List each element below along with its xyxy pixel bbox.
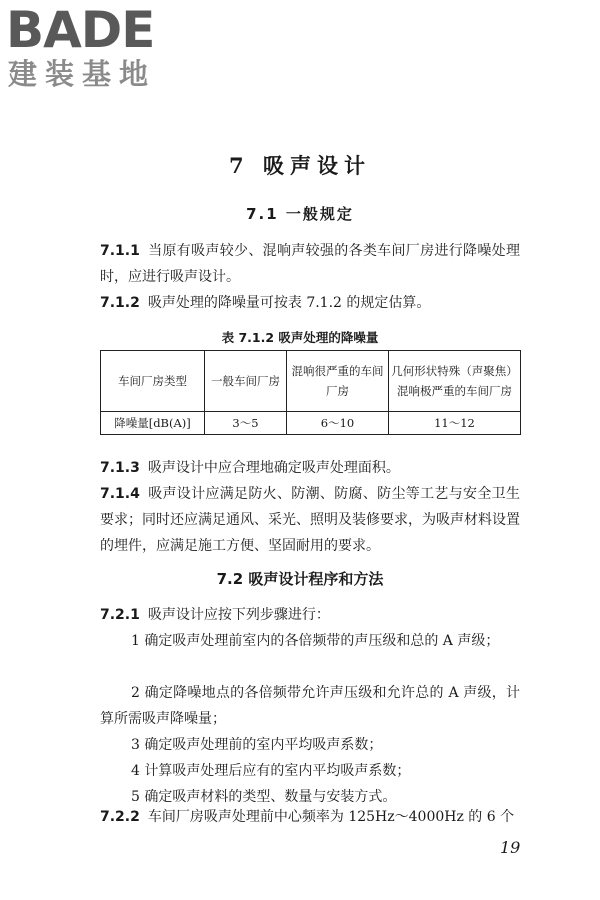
clause-7-1-1	[100, 238, 520, 290]
table-caption: 表 7.1.2 吸声处理的降噪量	[221, 330, 379, 345]
table-cell: 降噪量[dB(A)]	[101, 412, 205, 435]
clause-7-1-2	[100, 290, 520, 316]
clause-7-2-1	[100, 602, 520, 628]
step-1: 1 确定吸声处理前室内的各倍频带的声压级和总的 A 声级；	[131, 633, 500, 649]
table-header-cell: 混响很严重的车间厂房	[287, 351, 389, 412]
clause-number: 7.1.1	[100, 243, 140, 259]
clause-7-1-4	[100, 481, 520, 559]
table-header-cell: 几何形状特殊（声聚焦）混响极严重的车间厂房	[389, 351, 521, 412]
clause-number: 7.2.2	[100, 809, 140, 825]
table-row	[101, 412, 521, 435]
step-3: 3 确定吸声处理前的室内平均吸声系数；	[131, 737, 383, 753]
table-header-row	[101, 351, 521, 412]
step-4: 4 计算吸声处理后应有的室内平均吸声系数；	[131, 763, 411, 779]
clause-text: 吸声设计应按下列步骤进行：	[147, 607, 330, 623]
noise-reduction-table	[100, 350, 521, 435]
table-cell: 6～10	[287, 412, 389, 435]
clause-7-1-3	[100, 455, 520, 481]
section-title-7-1: 7.1 一般规定	[246, 205, 354, 223]
clause-number: 7.2.1	[100, 607, 140, 623]
table-header-cell: 一般车间厂房	[205, 351, 287, 412]
step-2: 2 确定降噪地点的各倍频带允许声压级和允许总的 A 声级，计算所需吸声降噪量；	[100, 685, 520, 727]
table-cell: 11～12	[389, 412, 521, 435]
clause-text: 吸声设计应满足防火、防潮、防腐、防尘等工艺与安全卫生要求；同时还应满足通风、采光、照明及装修要求，为吸声材料设置的埋件，应满足施工方便、坚固耐用的要求。	[100, 486, 520, 554]
logo-text-cn: 建装基地	[8, 57, 157, 91]
clause-number: 7.1.4	[100, 486, 140, 502]
table-header-cell: 车间厂房类型	[101, 351, 205, 412]
chapter-title: 7 吸声设计	[229, 153, 371, 178]
clause-text: 吸声处理的降噪量可按表 7.1.2 的规定估算。	[147, 295, 431, 311]
clause-7-2-2	[100, 804, 520, 830]
table-cell: 3～5	[205, 412, 287, 435]
logo-text-en: BADE	[6, 1, 155, 59]
page-number: 19	[500, 838, 521, 857]
clause-text: 当原有吸声较少、混响声较强的各类车间厂房进行降噪处理时，应进行吸声设计。	[100, 243, 520, 285]
clause-text: 车间厂房吸声处理前中心频率为 125Hz～4000Hz 的 6 个	[147, 809, 515, 825]
section-title-7-2: 7.2 吸声设计程序和方法	[216, 570, 384, 588]
clause-number: 7.1.2	[100, 295, 140, 311]
logo	[6, 1, 157, 91]
step-5: 5 确定吸声材料的类型、数量与安装方式。	[131, 789, 397, 805]
clause-number: 7.1.3	[100, 460, 140, 476]
clause-text: 吸声设计中应合理地确定吸声处理面积。	[147, 460, 400, 476]
